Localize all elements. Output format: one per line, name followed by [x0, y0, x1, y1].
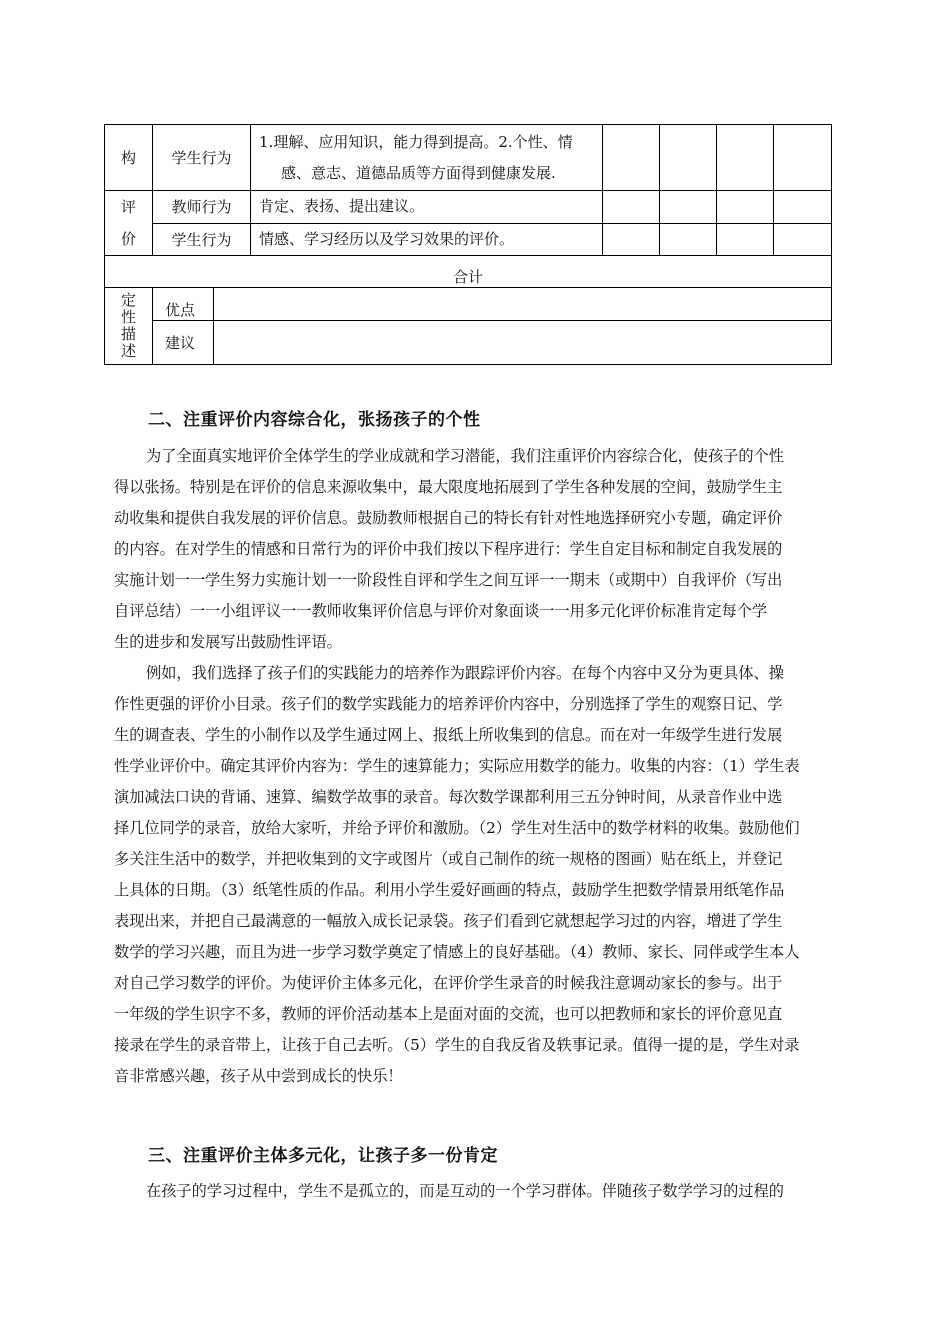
- text-line: 动收集和提供自我发展的评价信息。鼓励教师根据自己的特长有针对性地选择研究小专题，确定评价: [114, 509, 783, 527]
- text-line: 数学的学习兴趣，而且为进一步学习数学奠定了情感上的良好基础。（4）教师、家长、同伴或学生本人: [114, 943, 800, 961]
- text-line: 性学业评价中。确定其评价内容为：学生的速算能力；实际应用数学的能力。收集的内容：（1）学生表: [114, 757, 800, 775]
- suggestions-label-cell: [153, 321, 214, 365]
- table-row: [105, 256, 832, 288]
- vertical-char: 性: [120, 308, 136, 326]
- role-label: 教师行为: [171, 198, 232, 217]
- category-label: 构: [120, 149, 136, 167]
- text-line: 实施计划一一学生努力实施计划一一阶段性自评和学生之间互评一一期末（或期中）自我评价（写出: [114, 571, 783, 589]
- score-cell: [774, 223, 832, 256]
- text-line: 作性更强的评价小目录。孩子们的数学实践能力的培养评价内容中，分别选择了学生的观察日记、学: [114, 695, 783, 713]
- table-row: [105, 223, 832, 256]
- suggestions-input-cell: [214, 321, 832, 365]
- vertical-char: 定: [120, 291, 136, 309]
- score-cell: [603, 223, 660, 256]
- text-line: 的内容。在对学生的情感和日常行为的评价中我们按以下程序进行：学生自定目标和制定自我发展的: [114, 540, 783, 558]
- text-line: 多关注生活中的数学，并把收集到的文字或图片（或自己制作的统一规格的图画）贴在纸上，并登记: [114, 850, 783, 868]
- vertical-char: 描: [120, 325, 136, 343]
- criteria-line: 情感、学习经历以及学习效果的评价。: [259, 229, 515, 248]
- criteria-cell: [251, 191, 603, 224]
- total-label: 合计: [453, 268, 484, 286]
- text-line: 接录在学生的录音带上，让孩于自己去听。（5）学生的自我反省及轶事记录。值得一提的是，学生对录: [114, 1036, 800, 1054]
- vertical-char: 述: [120, 342, 136, 360]
- score-cell: [660, 223, 717, 256]
- score-cell: [603, 125, 660, 191]
- role-label: 学生行为: [171, 149, 232, 167]
- text-line: 得以张扬。特别是在评价的信息来源收集中，最大限度地拓展到了学生各种发展的空间，鼓励学生主: [114, 478, 783, 496]
- text-line: 生的进步和发展写出鼓励性评语。: [114, 633, 342, 651]
- category-cell: [105, 125, 153, 191]
- text-line: 择几位同学的录音，放给大家听，并给予评价和激励。（2）学生对生活中的数学材料的收集。鼓励他们: [114, 819, 800, 837]
- qualitative-label-cell: [105, 288, 153, 365]
- table-row: [105, 191, 832, 224]
- text-line: 表现出来，并把自己最满意的一幅放入成长记录袋。孩子们看到它就想起学习过的内容，增进了学生: [114, 912, 783, 930]
- text-line: 演加减法口诀的背诵、速算、编数学故事的录音。每次数学课都利用三五分钟时间，从录音作业中选: [114, 788, 783, 806]
- table-row: [105, 125, 832, 191]
- paragraph: [114, 1176, 840, 1207]
- table-row: [105, 288, 832, 321]
- text-line: 为了全面真实地评价全体学生的学业成就和学习潜能，我们注重评价内容综合化，使孩子的个性: [146, 447, 784, 465]
- text-line: 一年级的学生识字不多，教师的评价活动基本上是面对面的交流，也可以把教师和家长的评价意见直: [114, 1005, 783, 1023]
- paragraph: [114, 441, 840, 658]
- score-cell: [774, 191, 832, 224]
- suggestions-label: 建议: [165, 334, 196, 352]
- role-cell: [153, 223, 251, 256]
- text-line: 例如，我们选择了孩子们的实践能力的培养作为跟踪评价内容。在每个内容中又分为更具体、操: [146, 664, 784, 682]
- total-cell: [105, 256, 832, 288]
- score-cell: [660, 125, 717, 191]
- criteria-line: 感、意志、道德品质等方面得到健康发展.: [281, 163, 556, 182]
- criteria-cell: [251, 223, 603, 256]
- criteria-line: 1.理解、应用知识，能力得到提高。2.个性、情: [259, 132, 573, 151]
- category-cell: [105, 191, 153, 256]
- score-cell: [660, 191, 717, 224]
- text-line: 音非常感兴趣，孩子从中尝到成长的快乐！: [114, 1067, 403, 1085]
- score-cell: [717, 125, 774, 191]
- text-line: 在孩子的学习过程中，学生不是孤立的，而是互动的一个学习群体。伴随孩子数学学习的过程的: [146, 1182, 784, 1200]
- category-label: 价: [120, 230, 136, 248]
- section-heading: 三、注重评价主体多元化，让孩子多一份肯定: [148, 1146, 498, 1166]
- role-cell: [153, 125, 251, 191]
- score-cell: [717, 191, 774, 224]
- strengths-label-cell: [153, 288, 214, 321]
- role-label: 学生行为: [171, 230, 232, 249]
- paragraph: [114, 658, 840, 1092]
- criteria-cell: [251, 125, 603, 191]
- text-line: 生的调查表、学生的小制作以及学生通过网上、报纸上所收集到的信息。而在对一年级学生进行发展: [114, 726, 783, 744]
- text-line: 上具体的日期。（3）纸笔性质的作品。利用小学生爱好画画的特点，鼓励学生把数学情景用纸笔作品: [114, 881, 785, 899]
- strengths-label: 优点: [165, 301, 196, 319]
- score-cell: [603, 191, 660, 224]
- strengths-input-cell: [214, 288, 832, 321]
- score-cell: [774, 125, 832, 191]
- criteria-line: 肯定、表扬、提出建议。: [259, 197, 425, 216]
- category-label: 评: [120, 198, 136, 216]
- text-line: 对自己学习数学的评价。为使评价主体多元化，在评价学生录音的时候我注意调动家长的参与。出于: [114, 974, 783, 992]
- role-cell: [153, 191, 251, 224]
- section-heading: 二、注重评价内容综合化，张扬孩子的个性: [148, 410, 481, 430]
- table-row: [105, 321, 832, 365]
- score-cell: [717, 223, 774, 256]
- evaluation-table: [104, 124, 832, 365]
- text-line: 自评总结）一一小组评议一一教师收集评价信息与评价对象面谈一一用多元化评价标准肯定每个学: [114, 602, 768, 620]
